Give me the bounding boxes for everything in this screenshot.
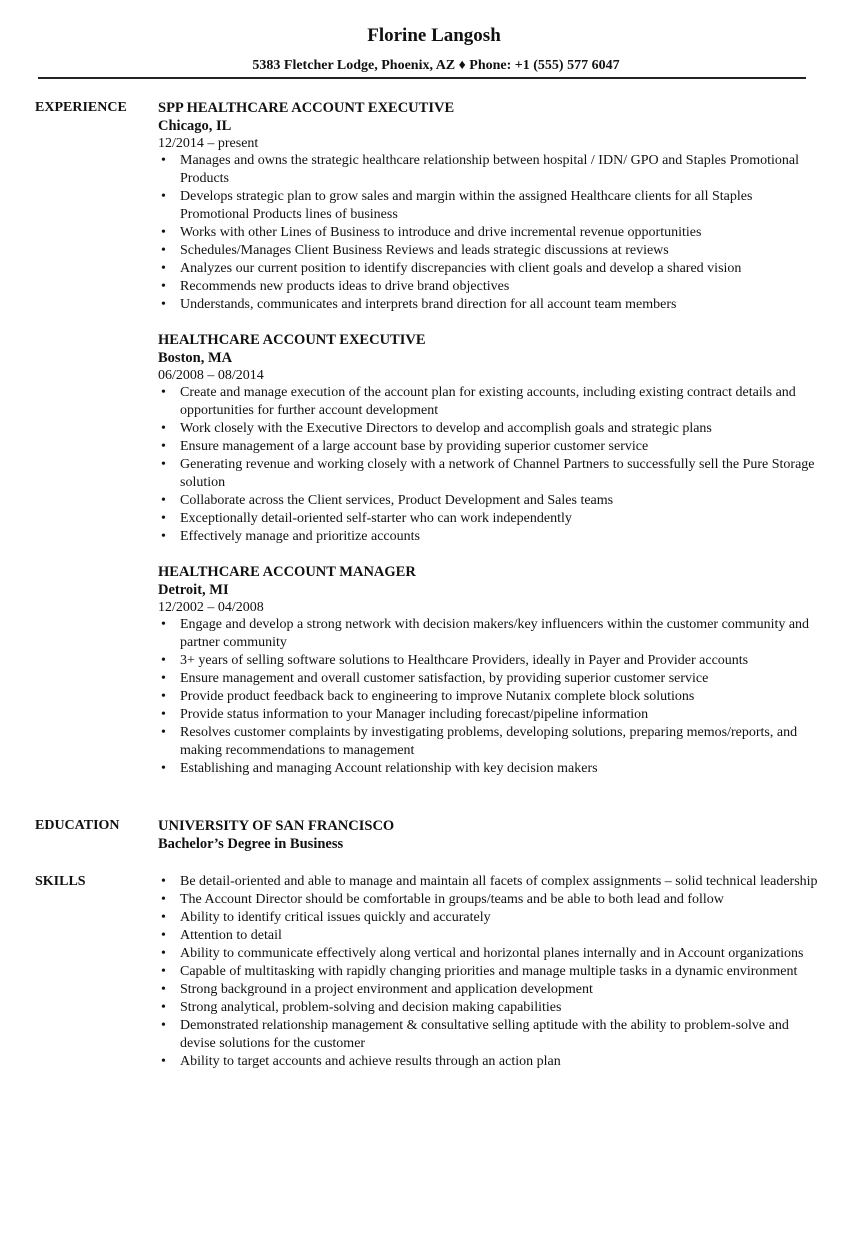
list-item: • Understands, communicates and interprets brand direction for all account team members [161, 297, 677, 312]
resume-header [0, 24, 860, 75]
bullet-icon: • [161, 928, 166, 943]
list-item: • Ability to target accounts and achieve results through an action plan [161, 1054, 561, 1069]
bullet-icon: • [161, 297, 166, 312]
job-bullets [158, 384, 818, 546]
degree-name: Bachelor’s Degree in Business [158, 836, 344, 852]
list-item: • Establishing and managing Account relationship with key decision makers [161, 761, 598, 776]
list-item: • Effectively manage and prioritize accounts [161, 529, 420, 544]
list-item: • Manages and owns the strategic healthcare relationship between hospital / IDN/ GPO and Staples Promotional Products [161, 153, 799, 186]
bullet-icon: • [161, 493, 166, 508]
bullet-icon: • [161, 243, 166, 258]
list-item: • Resolves customer complaints by investigating problems, developing solutions, preparing memos/reports, and making recommendations to management [161, 725, 798, 758]
bullet-icon: • [161, 725, 166, 740]
job-location: Detroit, MI [158, 582, 229, 598]
job-bullets [158, 152, 818, 314]
list-item: • Ensure management and overall customer satisfaction, by providing superior customer service [161, 671, 709, 686]
bullet-icon: • [161, 1054, 166, 1069]
job-entry [158, 331, 818, 546]
bullet-icon: • [161, 439, 166, 454]
list-item: • Works with other Lines of Business to introduce and drive incremental revenue opportunities [161, 225, 702, 240]
education-body [158, 817, 818, 853]
bullet-icon: • [161, 874, 166, 889]
bullet-icon: • [161, 511, 166, 526]
job-dates: 12/2014 – present [158, 136, 259, 151]
bullet-icon: • [161, 529, 166, 544]
section-label-skills: SKILLS [35, 874, 86, 889]
section-label-education: EDUCATION [35, 818, 120, 833]
experience-body [158, 99, 818, 795]
section-label-experience: EXPERIENCE [35, 100, 127, 115]
job-entry [158, 563, 818, 778]
list-item: • Recommends new products ideas to drive brand objectives [161, 279, 510, 294]
bullet-icon: • [161, 189, 166, 204]
bullet-icon: • [161, 421, 166, 436]
list-item: • Demonstrated relationship management & consultative selling aptitude with the ability to problem-solve and devise solutions for the customer [161, 1018, 789, 1051]
bullet-icon: • [161, 892, 166, 907]
skills-body [158, 873, 818, 1071]
list-item: • Work closely with the Executive Directors to develop and accomplish goals and strategic plans [161, 421, 712, 436]
job-dates: 12/2002 – 04/2008 [158, 600, 264, 615]
list-item: • Ensure management of a large account base by providing superior customer service [161, 439, 649, 454]
bullet-icon: • [161, 261, 166, 276]
bullet-icon: • [161, 457, 166, 472]
bullet-icon: • [161, 910, 166, 925]
job-title: HEALTHCARE ACCOUNT MANAGER [158, 564, 416, 580]
bullet-icon: • [161, 761, 166, 776]
list-item: • Engage and develop a strong network with decision makers/key influencers within the customer community and partner community [161, 617, 810, 650]
candidate-name: Florine Langosh [367, 25, 501, 46]
list-item: • Attention to detail [161, 928, 282, 943]
job-entry [158, 99, 818, 314]
bullet-icon: • [161, 982, 166, 997]
list-item: • Develops strategic plan to grow sales and margin within the assigned Healthcare clients for all Staples Promotional Products lines of business [161, 189, 753, 222]
list-item: • Strong background in a project environment and application development [161, 982, 593, 997]
list-item: • Ability to identify critical issues quickly and accurately [161, 910, 491, 925]
school-name: UNIVERSITY OF SAN FRANCISCO [158, 818, 395, 834]
job-title: SPP HEALTHCARE ACCOUNT EXECUTIVE [158, 100, 455, 116]
bullet-icon: • [161, 279, 166, 294]
bullet-icon: • [161, 385, 166, 400]
bullet-icon: • [161, 653, 166, 668]
job-title: HEALTHCARE ACCOUNT EXECUTIVE [158, 332, 426, 348]
bullet-icon: • [161, 1018, 166, 1033]
job-location: Boston, MA [158, 350, 233, 366]
list-item: • Generating revenue and working closely with a network of Channel Partners to successfully sell the Pure Storage solution [161, 457, 815, 490]
bullet-icon: • [161, 1000, 166, 1015]
list-item: • 3+ years of selling software solutions to Healthcare Providers, ideally in Payer and Provider accounts [161, 653, 749, 668]
bullet-icon: • [161, 707, 166, 722]
job-dates: 06/2008 – 08/2014 [158, 368, 264, 383]
list-item: • Capable of multitasking with rapidly changing priorities and manage multiple tasks in a dynamic environment [161, 964, 798, 979]
list-item: • Analyzes our current position to identify discrepancies with client goals and develop a shared vision [161, 261, 742, 276]
list-item: • Provide product feedback back to engineering to improve Nutanix complete block solutions [161, 689, 695, 704]
list-item: • Exceptionally detail-oriented self-starter who can work independently [161, 511, 572, 526]
list-item: • Strong analytical, problem-solving and decision making capabilities [161, 1000, 562, 1015]
bullet-icon: • [161, 225, 166, 240]
skills-list [158, 873, 818, 1071]
list-item: • The Account Director should be comfortable in groups/teams and be able to both lead and follow [161, 892, 724, 907]
header-divider [38, 77, 806, 79]
bullet-icon: • [161, 689, 166, 704]
bullet-icon: • [161, 153, 166, 168]
bullet-icon: • [161, 946, 166, 961]
bullet-icon: • [161, 617, 166, 632]
list-item: • Create and manage execution of the account plan for existing accounts, including existing contract details and opportunities for further account development [161, 385, 796, 418]
job-location: Chicago, IL [158, 118, 232, 134]
list-item: • Collaborate across the Client services, Product Development and Sales teams [161, 493, 614, 508]
contact-line: 5383 Fletcher Lodge, Phoenix, AZ ♦ Phone: +1 (555) 577 6047 [252, 58, 620, 73]
list-item: • Ability to communicate effectively along vertical and horizontal planes internally and in Account organizations [161, 946, 804, 961]
list-item: • Schedules/Manages Client Business Reviews and leads strategic discussions at reviews [161, 243, 669, 258]
list-item: • Provide status information to your Manager including forecast/pipeline information [161, 707, 649, 722]
job-bullets [158, 616, 818, 778]
bullet-icon: • [161, 671, 166, 686]
bullet-icon: • [161, 964, 166, 979]
list-item: • Be detail-oriented and able to manage and maintain all facets of complex assignments – solid technical leadership [161, 874, 818, 889]
